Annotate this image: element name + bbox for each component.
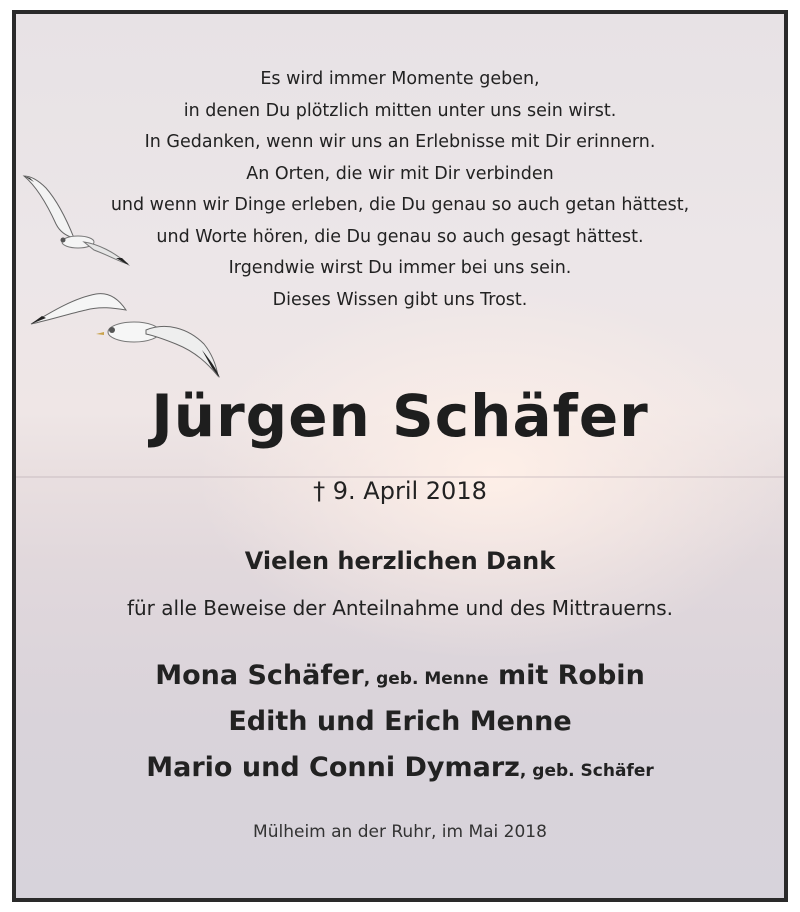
deceased-name: Jürgen Schäfer [151,382,649,450]
death-date: † 9. April 2018 [313,477,487,505]
poem-line: Es wird immer Momente geben, [260,69,540,89]
place-date: Mülheim an der Ruhr, im Mai 2018 [253,822,547,842]
poem-line: und Worte hören, die Du genau so auch gesagt hättest. [156,226,644,247]
thanks-title: Vielen herzlichen Dank [244,547,556,575]
family-line-3 [16,752,784,783]
poem-line: und wenn wir Dinge erleben, die Du genau so auch getan hättest, [110,195,690,215]
poem-line: in denen Du plötzlich mitten unter uns sein wirst. [183,100,617,121]
poem [16,64,784,316]
family-name-rest: mit Robin [488,660,645,691]
family-line-1 [16,660,784,691]
family-note: , geb. Menne [363,669,489,689]
family-note: , geb. Schäfer [519,761,654,781]
poem-line: Irgendwie wirst Du immer bei uns sein. [228,258,572,278]
family-line-2: Edith und Erich Menne [228,706,572,737]
obituary-card [12,10,788,902]
poem-line: In Gedanken, wenn wir uns an Erlebnisse mit Dir erinnern. [144,132,656,152]
poem-line: An Orten, die wir mit Dir verbinden [246,163,554,184]
poem-line: Dieses Wissen gibt uns Trost. [272,289,528,310]
thanks-text: für alle Beweise der Anteilnahme und des Mittrauerns. [126,596,674,620]
family-name: Mario und Conni Dymarz [146,752,520,783]
family-name: Mona Schäfer [155,660,364,691]
